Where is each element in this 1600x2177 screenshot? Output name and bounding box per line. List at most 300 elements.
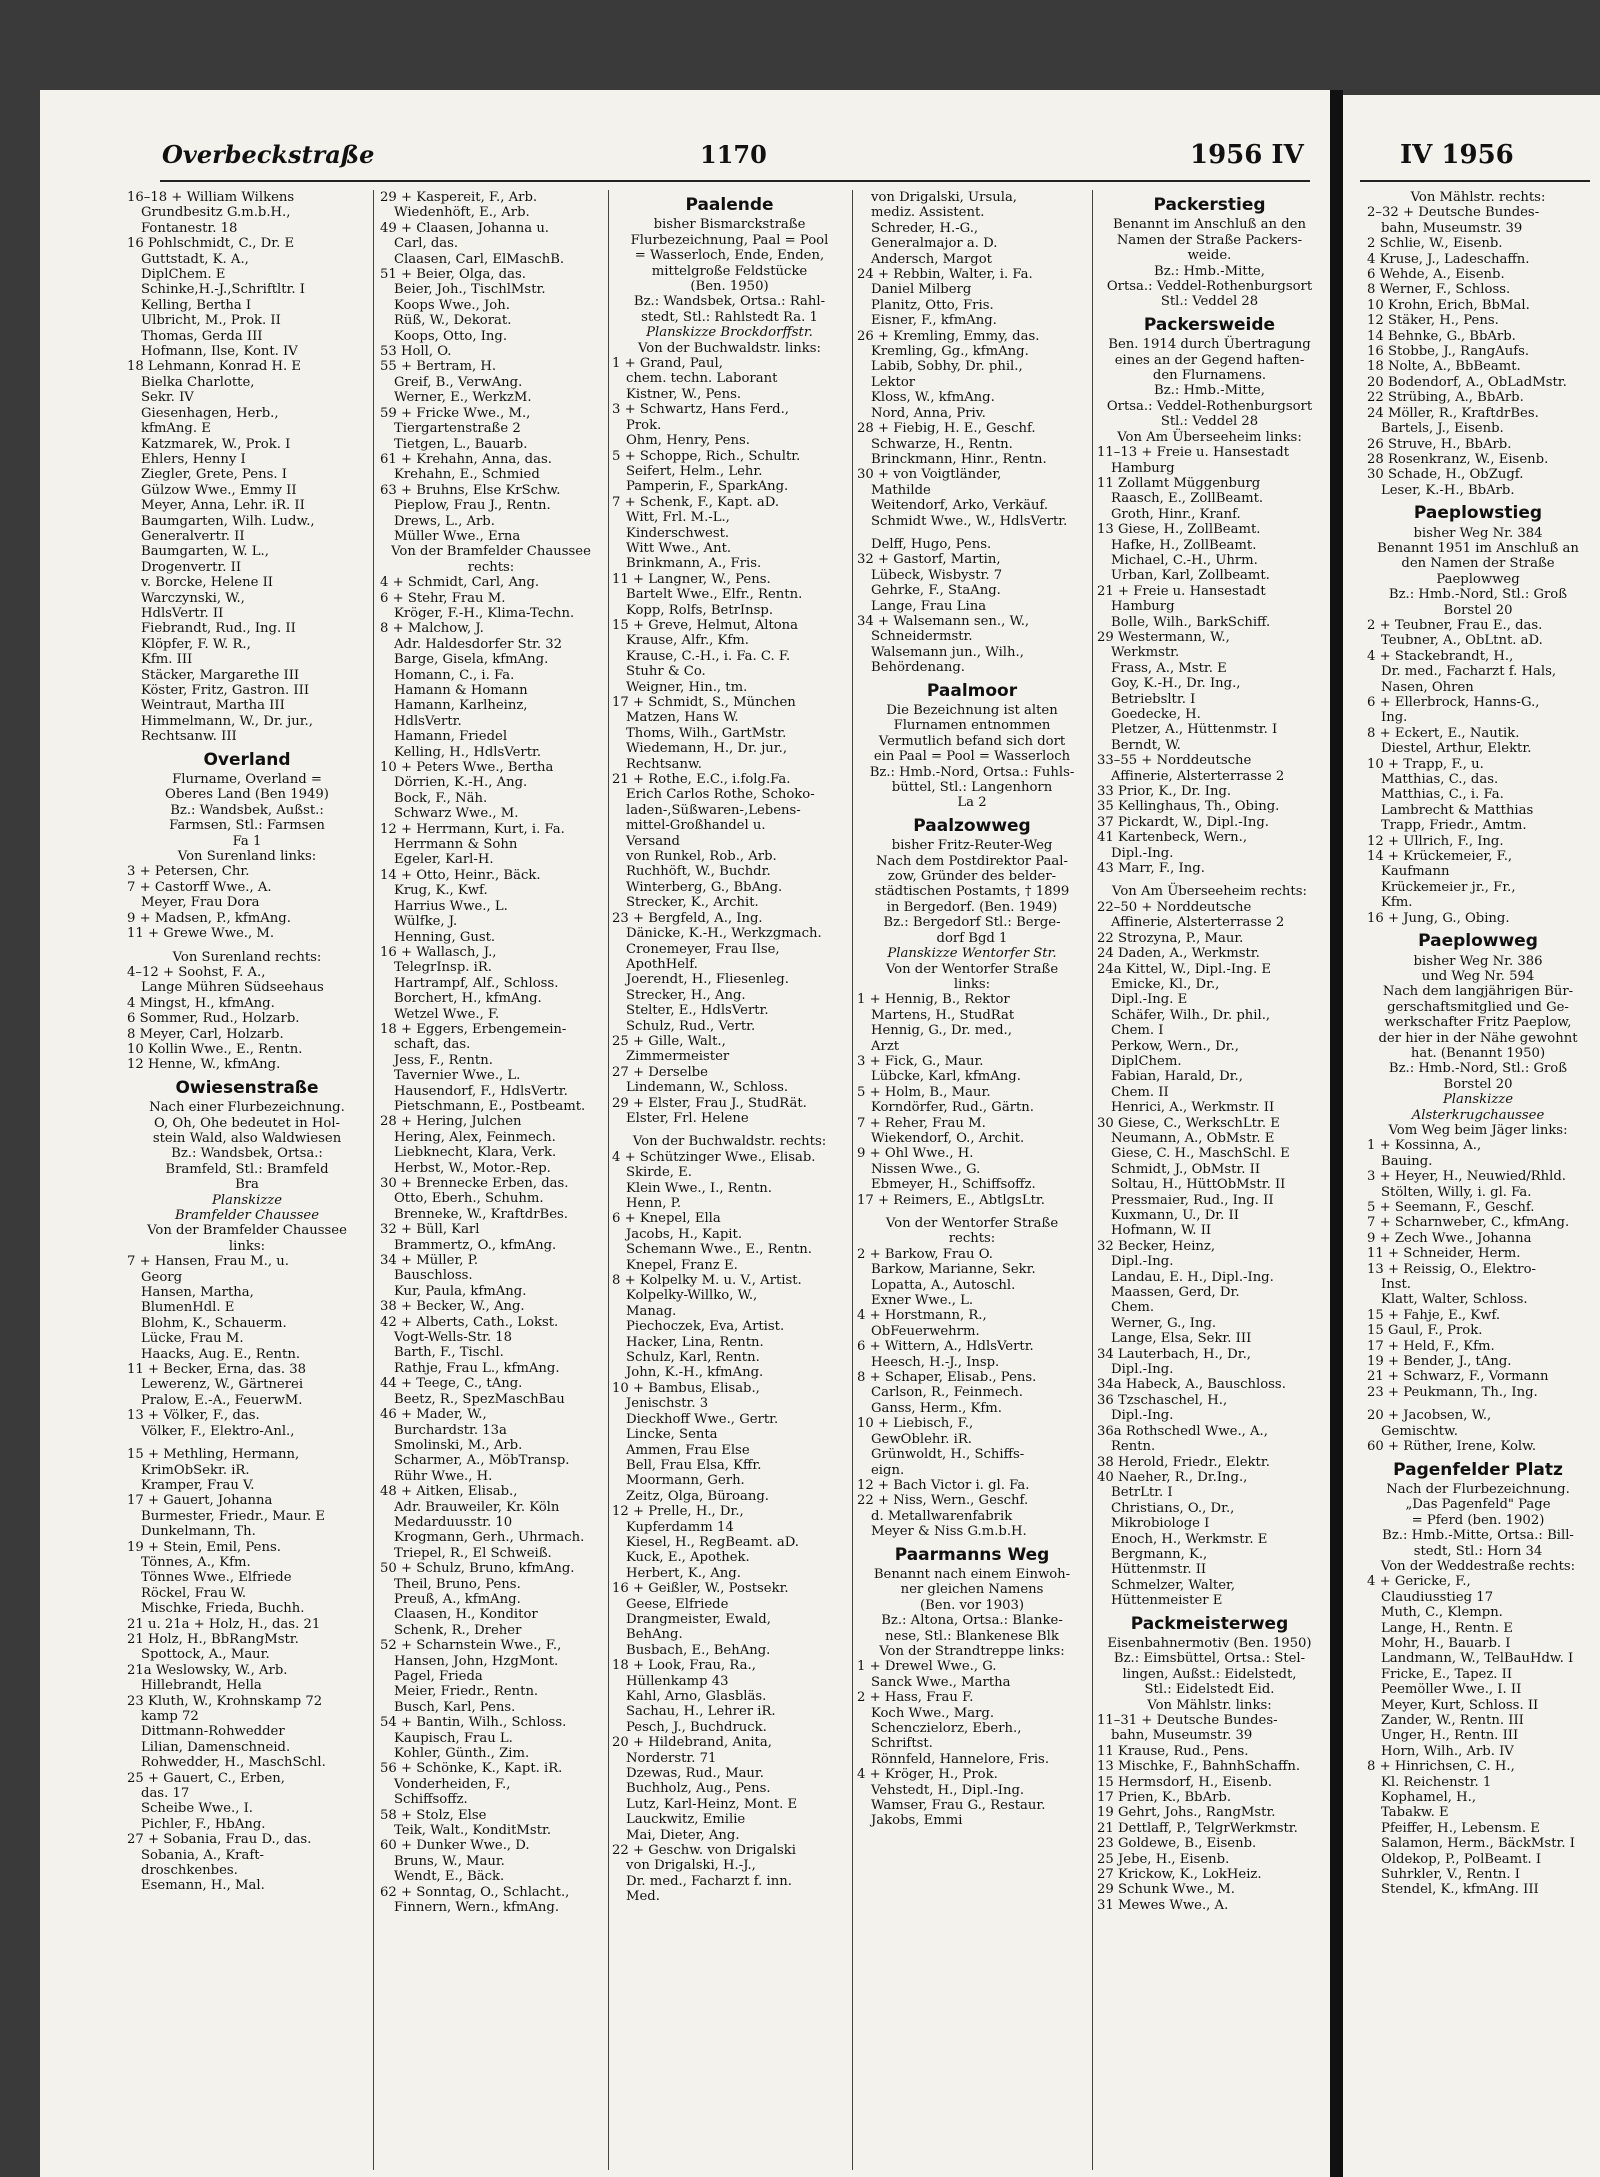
street-note: Bz.: Hmb.-Nord, Ortsa.: Fuhls- [869,764,1075,780]
directory-entry: 8 Meyer, Carl, Holzarb. [127,1026,284,1042]
directory-entry: Carl, das. [394,236,459,252]
directory-entry: Prok. [626,417,662,433]
directory-entry: 15 Gaul, F., Prok. [1367,1323,1483,1339]
street-heading: Pagenfelder Platz [1393,1459,1563,1480]
directory-entry: 28 + Fiebig, H. E., Geschf. [857,421,1036,437]
directory-entry: Finnern, Wern., kfmAng. [394,1900,560,1916]
directory-entry: Scharmer, A., MöbTransp. [394,1453,570,1469]
directory-entry: Stäcker, Margarethe III [141,667,300,683]
directory-entry: Krause, Alfr., Kfm. [626,633,749,649]
directory-entry: 32 + Gastorf, Martin, [857,552,1001,568]
directory-entry: 4 + Horstmann, R., [857,1308,987,1324]
directory-entry: Meyer & Niss G.m.b.H. [871,1524,1027,1540]
street-note: bisher Fritz-Reuter-Weg [891,838,1053,854]
street-note: Bz.: Hmb.-Mitte, [1154,263,1265,279]
directory-entry: Lübcke, Karl, kfmAng. [871,1069,1021,1085]
directory-entry: Lambrecht & Matthias [1381,802,1534,818]
street-note: den Namen der Straße [1401,556,1555,572]
directory-entry: Hüllenkamp 43 [626,1673,729,1689]
street-note: Benannt 1951 im Anschluß an [1377,540,1579,556]
street-note: stein Wald, also Waldwiesen [152,1130,342,1146]
directory-entry: 53 Holl, O. [380,344,452,360]
directory-entry: 6 + Wittern, A., HdlsVertr. [857,1339,1034,1355]
directory-entry: Geese, Elfriede [626,1596,729,1612]
directory-entry: 3 + Fick, G., Maur. [857,1053,984,1069]
directory-entry: Beier, Joh., TischlMstr. [394,282,546,298]
directory-entry: 41 Kartenbeck, Wern., [1097,830,1248,846]
directory-entry: Med. [626,1889,660,1905]
directory-entry: 11–31 + Deutsche Bundes- [1097,1713,1278,1728]
directory-entry: Delff, Hugo, Pens. [871,536,992,552]
directory-entry: 10 Krohn, Erich, BbMal. [1367,297,1530,313]
directory-entry: 54 + Bantin, Wilh., Schloss. [380,1715,567,1731]
directory-entry: Smolinski, M., Arb. [394,1437,523,1453]
directory-entry: 9 + Zech Wwe., Johanna [1367,1230,1532,1246]
spacer [612,1126,847,1134]
directory-entry: 23 + Peukmann, Th., Ing. [1367,1384,1538,1400]
directory-entry: Dipl.-Ing. [1111,845,1174,861]
directory-entry: Lücke, Frau M. [141,1331,244,1347]
street-heading: Paarmanns Weg [894,1544,1050,1565]
directory-entry: Sachau, H., Lehrer iR. [626,1704,776,1720]
street-note: in Bergedorf. (Ben. 1949) [886,899,1058,915]
directory-entry: Stelter, E., HdlsVertr. [626,1003,769,1019]
directory-entry: Schmidt Wwe., W., HdlsVertr. [871,513,1068,529]
directory-entry: 4 Kruse, J., Ladeschaffn. [1367,251,1530,267]
street-heading: Paalmoor [926,680,1018,701]
street-note: lingen, Außst.: Eidelstedt, [1122,1666,1297,1682]
directory-entry: eign. [871,1462,905,1478]
directory-entry: 19 + Bender, J., tAng. [1367,1354,1512,1370]
street-heading: Paeplowweg [1418,931,1538,952]
directory-entry: Chem. [1111,1300,1155,1316]
directory-entry: mediz. Assistent. [871,205,985,221]
directory-entry: 23 + Bergfeld, A., Ing. [612,910,763,926]
directory-entry: Chem. II [1111,1084,1169,1100]
column-divider [373,190,374,2170]
directory-entry: Schenczielorz, Eberh., [871,1721,1022,1736]
directory-entry: 29 Schunk Wwe., M. [1097,1882,1235,1898]
directory-entry: 14 + Otto, Heinr., Bäck. [380,867,541,883]
directory-entry: Hacker, Lina, Rentn. [626,1334,764,1350]
directory-entry: 16–18 + William Wilkens [127,190,295,205]
directory-entry: Hofmann, Ilse, Kont. IV [141,344,298,360]
directory-entry: Lewerenz, W., Gärtnerei [141,1377,304,1393]
directory-entry: 8 + Kolpelky M. u. V., Artist. [612,1273,802,1289]
directory-entry: Witt, Frl. M.-L., [626,510,730,526]
directory-entry: 38 + Becker, W., Ang. [380,1299,525,1315]
directory-entry: Korndörfer, Rud., Gärtn. [871,1100,1034,1116]
directory-entry: Giesenhagen, Herb., [141,405,279,421]
directory-entry: 4 + Schützinger Wwe., Elisab. [612,1149,816,1165]
directory-entry: Werner, E., WerkzM. [394,390,532,406]
directory-entry: Hansen, Martha, [141,1285,254,1301]
street-note: Vom Weg beim Jäger links: [1388,1122,1568,1138]
directory-entry: 2–32 + Deutsche Bundes- [1367,205,1540,221]
directory-entry: Kl. Reichenstr. 1 [1381,1774,1492,1790]
column-2 [380,190,602,1916]
directory-entry: Hillebrandt, Hella [141,1678,262,1694]
directory-entry: Barkow, Marianne, Sekr. [871,1262,1036,1278]
directory-entry: Wiedenhöft, E., Arb. [394,205,530,221]
directory-entry: 9 + Madsen, P., kfmAng. [127,910,291,926]
directory-entry: 1 + Grand, Paul, [612,356,723,372]
directory-entry: Bielka Charlotte, [141,374,255,390]
directory-entry: Fontanestr. 18 [141,220,238,236]
directory-entry: Mikrobiologe I [1111,1516,1210,1532]
directory-entry: Hüttenmstr. II [1111,1562,1207,1578]
directory-entry: Kur, Paula, kfmAng. [394,1283,527,1299]
plan-reference: Planskizze Brockdorffstr. [646,325,813,341]
directory-entry: Knepel, Franz E. [626,1257,738,1273]
street-note: Eisenbahnermotiv (Ben. 1950) [1107,1635,1312,1651]
directory-entry: Brenneke, W., KraftdrBes. [394,1206,568,1222]
directory-entry: 5 + Schoppe, Rich., Schultr. [612,448,801,464]
directory-entry: Matthias, C., i. Fa. [1381,787,1504,803]
directory-entry: 3 + Petersen, Chr. [127,864,250,880]
street-note: Fa 1 [232,833,262,849]
directory-entry: Giese, C. H., MaschSchl. E [1111,1146,1290,1162]
directory-entry: 22 + Niss, Wern., Geschf. [857,1493,1029,1509]
directory-entry: 13 + Völker, F., das. [127,1408,260,1424]
directory-entry: Klatt, Walter, Schloss. [1381,1292,1528,1308]
directory-entry: Soltau, H., HüttObMstr. II [1111,1177,1286,1193]
directory-entry: Trapp, Friedr., Amtm. [1381,818,1527,834]
street-note: rechts: [948,1231,996,1247]
directory-entry: 12 Stäker, H., Pens. [1367,313,1499,329]
directory-entry: Claudiusstieg 17 [1381,1589,1494,1605]
directory-entry: 44 + Teege, C., tAng. [380,1376,523,1392]
directory-entry: Rohwedder, H., MaschSchl. [141,1755,326,1771]
street-note: Bramfeld, Stl.: Bramfeld [165,1161,329,1177]
directory-entry: 3 + Schwartz, Hans Ferd., [612,402,790,418]
directory-entry: Lübeck, Wisbystr. 7 [871,567,1003,583]
directory-entry: Hamburg [1111,460,1175,476]
directory-entry: 32 Becker, Heinz, [1097,1238,1216,1254]
directory-entry: Mischke, Frieda, Buchh. [141,1601,305,1617]
street-note: Von der Wentorfer Straße [885,961,1059,977]
directory-entry: 12 + Bach Victor i. gl. Fa. [857,1477,1030,1493]
directory-entry: 42 + Alberts, Cath., Lokst. [380,1314,559,1330]
directory-entry: 25 Jebe, H., Eisenb. [1097,1851,1230,1867]
directory-entry: 7 + Schenk, F., Kapt. aD. [612,494,780,510]
directory-entry: 4 + Gericke, F., [1367,1574,1471,1590]
directory-entry: Rüß, W., Dekorat. [394,313,512,329]
directory-entry: Diestel, Arthur, Elektr. [1381,741,1532,757]
spacer [857,529,1087,537]
directory-entry: Krehahn, E., Schmied [394,467,540,483]
street-note: Paeplowweg [1436,571,1520,587]
directory-entry: Arzt [871,1038,900,1054]
plan-reference: Bramfelder Chaussee [174,1208,320,1223]
directory-entry: 24 Daden, A., Werkmstr. [1097,946,1260,962]
plan-reference: Planskizze Wentorfer Str. [887,946,1057,962]
directory-entry: Dunkelmann, Th. [141,1524,256,1540]
directory-entry: Rönnfeld, Hannelore, Fris. [871,1751,1050,1767]
directory-entry: Lauckwitz, Emilie [626,1812,746,1828]
directory-entry: Neumann, A., ObMstr. E [1111,1130,1275,1146]
running-head-year-next: IV 1956 [1400,140,1514,170]
directory-entry: Schulz, Rud., Vertr. [626,1018,756,1034]
directory-entry: 8 + Schaper, Elisab., Pens. [857,1370,1037,1386]
directory-entry: Claasen, H., Konditor [394,1607,538,1623]
street-note: Von der Bramfelder Chaussee [147,1223,347,1239]
directory-entry: 25 + Gauert, C., Erben, [127,1770,285,1786]
directory-entry: Busbach, E., BehAng. [626,1642,771,1658]
directory-entry: 15 Hermsdorf, H., Eisenb. [1097,1774,1272,1790]
directory-entry: Lange, Frau Lina [871,598,987,614]
directory-entry: Erich Carlos Rothe, Schoko- [626,787,815,803]
street-heading: Overland [203,749,291,770]
directory-entry: laden-,Süßwaren-,Lebens- [626,802,801,818]
directory-entry: 2 Schlie, W., Eisenb. [1367,236,1503,252]
directory-entry: 17 Prien, K., BbArb. [1097,1790,1232,1806]
directory-entry: Müller Wwe., Erna [394,528,521,544]
directory-entry: 62 + Sonntag, O., Schlacht., [380,1884,570,1900]
directory-entry: Lindemann, W., Schloss. [626,1080,789,1096]
directory-entry: Mohr, H., Bauarb. I [1381,1635,1511,1651]
directory-entry: Hamburg [1111,599,1175,615]
directory-entry: von Drigalski, Ursula, [871,190,1018,205]
street-note: eines an der Gegend haften- [1114,352,1305,368]
directory-entry: Emicke, Kl., Dr., [1111,976,1220,992]
street-note: den Flurnamens. [1152,368,1267,384]
street-note: Farmsen, Stl.: Farmsen [169,818,325,834]
directory-entry: 34 + Walsemann sen., W., [857,613,1030,629]
directory-entry: Strecker, K., Archit. [626,895,759,911]
directory-entry: Rühr Wwe., H. [394,1468,493,1484]
directory-entry: Krause, C.-H., i. Fa. C. F. [626,648,791,664]
directory-entry: Leser, K.-H., BbArb. [1381,482,1515,498]
directory-entry: 21 + Schwarz, F., Vormann [1367,1369,1549,1385]
directory-entry: Brinkmann, A., Fris. [626,556,762,572]
directory-entry: Köster, Fritz, Gastron. III [141,683,310,698]
directory-entry: Matthias, C., das. [1381,772,1499,788]
directory-entry: Oldekop, P., PolBeamt. I [1381,1851,1542,1867]
directory-entry: Betriebsltr. I [1111,691,1196,707]
directory-entry: 6 Sommer, Rud., Holzarb. [127,1011,300,1027]
directory-entry: Heesch, H.-J., Insp. [871,1354,1000,1370]
directory-entry: Schreder, H.-G., [871,220,979,236]
directory-entry: Nasen, Ohren [1381,679,1474,695]
directory-entry: 11 + Becker, Erna, das. 38 [127,1362,307,1378]
running-head-year: 1956 IV [1190,140,1304,170]
directory-entry: 55 + Bertram, H. [380,359,497,375]
directory-entry: Kaupisch, Frau L. [394,1730,513,1746]
directory-entry: 16 Pohlschmidt, C., Dr. E [127,236,295,252]
directory-entry: 21 u. 21a + Holz, H., das. 21 [127,1616,321,1632]
directory-entry: 7 + Scharnweber, C., kfmAng. [1367,1215,1570,1231]
directory-entry: 4 + Schmidt, Carl, Ang. [380,575,540,591]
street-heading: Packersweide [1143,314,1276,335]
directory-entry: Bartels, J., Eisenb. [1381,421,1504,437]
street-note: gerschaftsmitglied und Ge- [1387,999,1569,1015]
directory-entry: Kistner, W., Pens. [626,386,742,402]
directory-entry: Lange Mühren Südseehaus [141,980,324,996]
street-note: stedt, Stl.: Horn 34 [1413,1543,1543,1559]
directory-entry: 12 Henne, W., kfmAng. [127,1057,281,1073]
directory-entry: Manag. [626,1303,677,1319]
directory-entry: Klein Wwe., I., Rentn. [626,1180,772,1196]
directory-entry: Frass, A., Mstr. E [1111,660,1227,676]
directory-entry: Guttstadt, K. A., [141,251,249,267]
directory-entry: Exner Wwe., L. [871,1293,974,1309]
street-note: bisher Weg Nr. 384 [1413,525,1543,541]
directory-entry: GewOblehr. iR. [871,1431,972,1447]
directory-entry: John, K.-H., kfmAng. [626,1365,764,1381]
directory-entry: Bartelt Wwe., Elfr., Rentn. [626,587,803,603]
directory-entry: Herbst, W., Motor.-Rep. [394,1160,551,1176]
directory-entry: Witt Wwe., Ant. [626,540,732,556]
directory-entry: Wiedemann, H., Dr. jur., [626,741,788,757]
directory-entry: kamp 72 [141,1709,199,1724]
directory-entry: 22 Strübing, A., BbArb. [1367,390,1524,406]
directory-entry: 3 + Heyer, H., Neuwied/Rhld. [1367,1169,1567,1185]
directory-entry: droschkenbes. [141,1863,238,1879]
directory-entry: Schneidermstr. [871,629,973,645]
directory-entry: bahn, Museumstr. 39 [1381,220,1523,236]
directory-entry: Bauschloss. [394,1268,473,1284]
directory-entry: 15 + Greve, Helmut, Altona [612,617,799,633]
directory-entry: 40 Naeher, R., Dr.Ing., [1097,1469,1248,1485]
directory-entry: Hansen, John, HzgMont. [394,1653,559,1669]
directory-entry: Weintraut, Martha III [141,698,285,714]
directory-entry: Klöpfer, F. W. R., [141,636,251,652]
directory-entry: Perkow, Wern., Dr., [1111,1038,1239,1054]
directory-entry: Medarduusstr. 10 [394,1514,513,1530]
directory-entry: Weitendorf, Arko, Verkäuf. [871,498,1049,514]
column-divider [608,190,609,2170]
directory-entry: Werner, G., Ing. [1111,1315,1217,1331]
directory-entry: 19 + Stein, Emil, Pens. [127,1539,281,1555]
directory-entry: Meier, Friedr., Rentn. [394,1684,539,1700]
street-note: Nach einer Flurbezeichnung. [149,1100,345,1116]
directory-entry: 50 + Schulz, Bruno, kfmAng. [380,1561,575,1577]
directory-entry: 59 + Fricke Wwe., M., [380,405,531,421]
directory-entry: 11–13 + Freie u. Hansestadt [1097,445,1290,461]
directory-entry: Fricke, E., Tapez. II [1381,1666,1513,1682]
directory-entry: Sekr. IV [141,390,194,406]
directory-entry: Völker, F., Elektro-Anl., [141,1423,295,1439]
directory-entry: 1 + Drewel Wwe., G. [857,1659,997,1675]
directory-entry: 6 + Stehr, Frau M. [380,590,506,606]
street-note: Flurbezeichnung, Paal = Pool [630,232,829,248]
directory-entry: Burmester, Friedr., Maur. E [141,1508,325,1524]
directory-entry: Chem. I [1111,1023,1164,1039]
directory-entry: Krogmann, Gerh., Uhrmach. [394,1530,585,1546]
street-note: Nach dem langjährigen Bür- [1382,984,1574,1000]
directory-entry: Rechtsanw. III [141,729,237,745]
directory-entry: Sobania, A., Kraft- [141,1847,264,1863]
directory-entry: Hamann, Karlheinz, [394,698,528,714]
directory-entry: 30 + von Voigtländer, [857,467,1002,483]
directory-entry: 33 Prior, K., Dr. Ing. [1097,784,1232,800]
directory-entry: Schiffsoffz. [394,1792,468,1808]
street-heading: Paalende [685,195,774,215]
directory-entry: Kloss, W., kfmAng. [871,390,995,406]
directory-entry: Kuxmann, U., Dr. II [1111,1208,1239,1223]
street-note: weide. [1187,248,1232,264]
directory-entry: 14 Behnke, G., BbArb. [1367,328,1516,344]
street-note: Flurname, Overland = [172,772,322,788]
street-note: O, Oh, Ohe bedeutet in Hol- [153,1115,340,1131]
directory-entry: TelegrInsp. iR. [394,960,492,976]
directory-entry: 30 Giese, C., WerkschLtr. E [1097,1115,1280,1131]
directory-entry: 24 + Rebbin, Walter, i. Fa. [857,267,1033,283]
directory-entry: Salamon, Herm., BäckMstr. I [1381,1836,1575,1852]
directory-entry: 5 + Holm, B., Maur. [857,1084,991,1100]
street-note: hat. (Benannt 1950) [1410,1045,1546,1061]
directory-entry: 8 Werner, F., Schloss. [1367,282,1511,298]
street-note: Bz.: Wandsbek, Außst.: [170,802,324,818]
directory-entry: Kröger, F.-H., Klima-Techn. [394,605,575,621]
street-heading: Owiesenstraße [175,1077,319,1098]
directory-entry: 31 Mewes Wwe., A. [1097,1897,1229,1913]
directory-entry: Peemöller Wwe., I. II [1381,1682,1522,1698]
directory-entry: Krückemeier jr., Fr., [1381,879,1516,895]
directory-entry: Kelling, H., HdlsVertr. [394,744,542,760]
directory-entry: Kiesel, H., RegBeamt. aD. [626,1534,800,1550]
directory-entry: 28 Rosenkranz, W., Eisenb. [1367,451,1549,467]
directory-entry: 23 Kluth, W., Krohnskamp 72 [127,1693,323,1709]
directory-entry: Warczynski, W., [141,590,245,606]
street-note: Bz.: Hmb.-Mitte, [1154,383,1265,399]
directory-entry: Fiebrandt, Rud., Ing. II [141,621,296,637]
directory-entry: Ammen, Frau Else [626,1442,750,1458]
directory-entry: Dieckhoff Wwe., Gertr. [626,1411,779,1427]
directory-entry: Meyer, Frau Dora [141,895,260,911]
street-note: Bz.: Altona, Ortsa.: Blanke- [881,1613,1063,1629]
street-note: Von der Buchwaldstr. rechts: [632,1134,827,1150]
directory-entry: ObFeuerwehrm. [871,1323,980,1339]
directory-entry: 10 + Peters Wwe., Bertha [380,760,554,776]
directory-entry: Rechtsanw. [626,756,702,772]
spacer [857,1208,1087,1216]
directory-entry: Cronemeyer, Frau Ilse, [626,941,780,957]
directory-entry: Schemann Wwe., E., Rentn. [626,1242,812,1258]
directory-entry: Zander, W., Rentn. III [1381,1713,1524,1728]
directory-entry: 15 + Methling, Hermann, [127,1447,300,1463]
directory-entry: 17 + Held, F., Kfm. [1367,1338,1495,1354]
directory-entry: Winterberg, G., BbAng. [626,879,783,895]
directory-entry: 36a Rothschedl Wwe., A., [1097,1423,1268,1439]
street-note: Stl.: Veddel 28 [1160,414,1259,430]
directory-entry: Ebmeyer, H., Schiffsoffz. [871,1177,1036,1193]
directory-entry: 7 + Castorff Wwe., A. [127,879,272,895]
directory-entry: 61 + Krehahn, Anna, das. [380,451,552,467]
directory-entry: 27 + Derselbe [612,1064,708,1080]
directory-entry: Bergmann, K., [1111,1546,1208,1562]
directory-entry: Tavernier Wwe., L. [394,1068,521,1084]
directory-entry: Schenk, R., Dreher [394,1622,522,1638]
directory-entry: 11 Zollamt Müggenburg [1097,475,1261,491]
directory-entry: Haacks, Aug. E., Rentn. [141,1346,301,1362]
directory-entry: Ganss, Herm., Kfm. [871,1400,1002,1416]
directory-entry: 30 Schade, H., ObZugf. [1367,467,1524,483]
column-3 [612,190,847,1905]
directory-entry: Pieplow, Frau J., Rentn. [394,498,551,514]
directory-entry: 14 + Krückemeier, F., [1367,849,1513,865]
directory-entry: 16 Stobbe, J., RangAufs. [1367,344,1530,360]
street-note: Von Mählstr. links: [1147,1697,1272,1713]
directory-entry: HdlsVertr. II [141,605,224,621]
directory-entry: Tiergartenstraße 2 [394,421,521,437]
directory-entry: Werkmstr. [1111,645,1180,661]
directory-entry: Andersch, Margot [871,251,992,267]
directory-entry: HdlsVertr. [394,713,462,729]
directory-entry: Gülzow Wwe., Emmy II [141,482,297,498]
directory-entry: 27 + Sobania, Frau D., das. [127,1832,312,1848]
